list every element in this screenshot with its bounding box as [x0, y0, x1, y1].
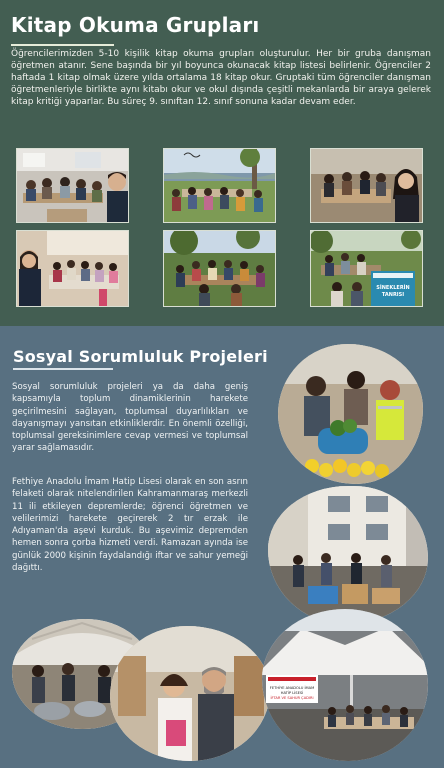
reading-groups-section — [0, 0, 444, 326]
svg-text:SİNEKLERİN: SİNEKLERİN — [376, 285, 410, 291]
reading-groups-title: Kitap Okuma Grupları — [11, 13, 260, 37]
volunteers-portrait-photo — [110, 626, 270, 761]
park-book-photo — [310, 230, 423, 307]
svg-text:FETHİYE ANADOLU İMAM: FETHİYE ANADOLU İMAM — [269, 686, 315, 690]
garden-picnic-photo — [163, 230, 276, 307]
title-underline — [13, 368, 113, 370]
social-projects-title: Sosyal Sorumluluk Projeleri — [13, 347, 268, 366]
iftar-tent-photo — [262, 609, 428, 761]
classroom-reading-photo — [16, 148, 129, 223]
title-underline — [11, 44, 114, 46]
vegetable-prep-photo — [278, 344, 423, 484]
social-projects-section — [0, 326, 444, 768]
svg-text:HATİP LİSESİ: HATİP LİSESİ — [280, 691, 304, 695]
cafe-reading-photo — [310, 148, 423, 223]
seaside-reading-photo — [163, 148, 276, 223]
svg-text:İFTAR VE SAHUR ÇADIRI: İFTAR VE SAHUR ÇADIRI — [270, 696, 314, 700]
social-projects-paragraph-1: Sosyal sorumluluk projeleri ya da daha geniş kapsamıyla toplum dinamiklerinin harekete geçirilmesini sağlayan, toplumsal duyarlılıkları ve dayanışmayı yansıtan etkinliklerdir. En önemli özelliği, toplumsal gereksinimlere cevap vermesi ve toplumsal yarar sağlamasıdır. — [12, 382, 248, 454]
svg-text:TANRISI: TANRISI — [381, 292, 405, 298]
social-projects-paragraph-2: Fethiye Anadolu İmam Hatip Lisesi olarak en son asrın felaketi olarak nitelendirilen Kahramanmaraş merkezli 11 ili etkileyen depremlerde; öğrenci öğretmen ve velilerimizi harekete geçirerek 2 tır erzak ile Adıyaman'da aşevi kurduk. Bu aşevimiz depremden hemen sonra çorba hizmeti verdi. Ramazan ayında ise günlük 2000 kişinin faydalandığı iftar ve sahur yemeği dağıttı. — [12, 477, 248, 574]
indoor-table-photo — [16, 230, 129, 307]
aid-supplies-photo — [268, 486, 428, 624]
reading-groups-description: Öğrencilerimizden 5-10 kişilik kitap okuma grupları oluşturulur. Her bir gruba danışman öğretmen atanır. Sene başında bir yıl boyunca okunacak kitap listesi belirlenir. Öğrenciler 2 haftada 1 kitap olmak üzere yılda ortalama 18 kitap okur. Gruptaki tüm öğrenciler danışman öğretmenleriyle birlikte aynı kitabı okur ve okul dışında çeşitli mekanlarda bir araya gelerek kitap kritiği yaparlar. Bu süreç 9. sınıftan 12. sınıf sonuna kadar devam eder. — [11, 49, 431, 108]
